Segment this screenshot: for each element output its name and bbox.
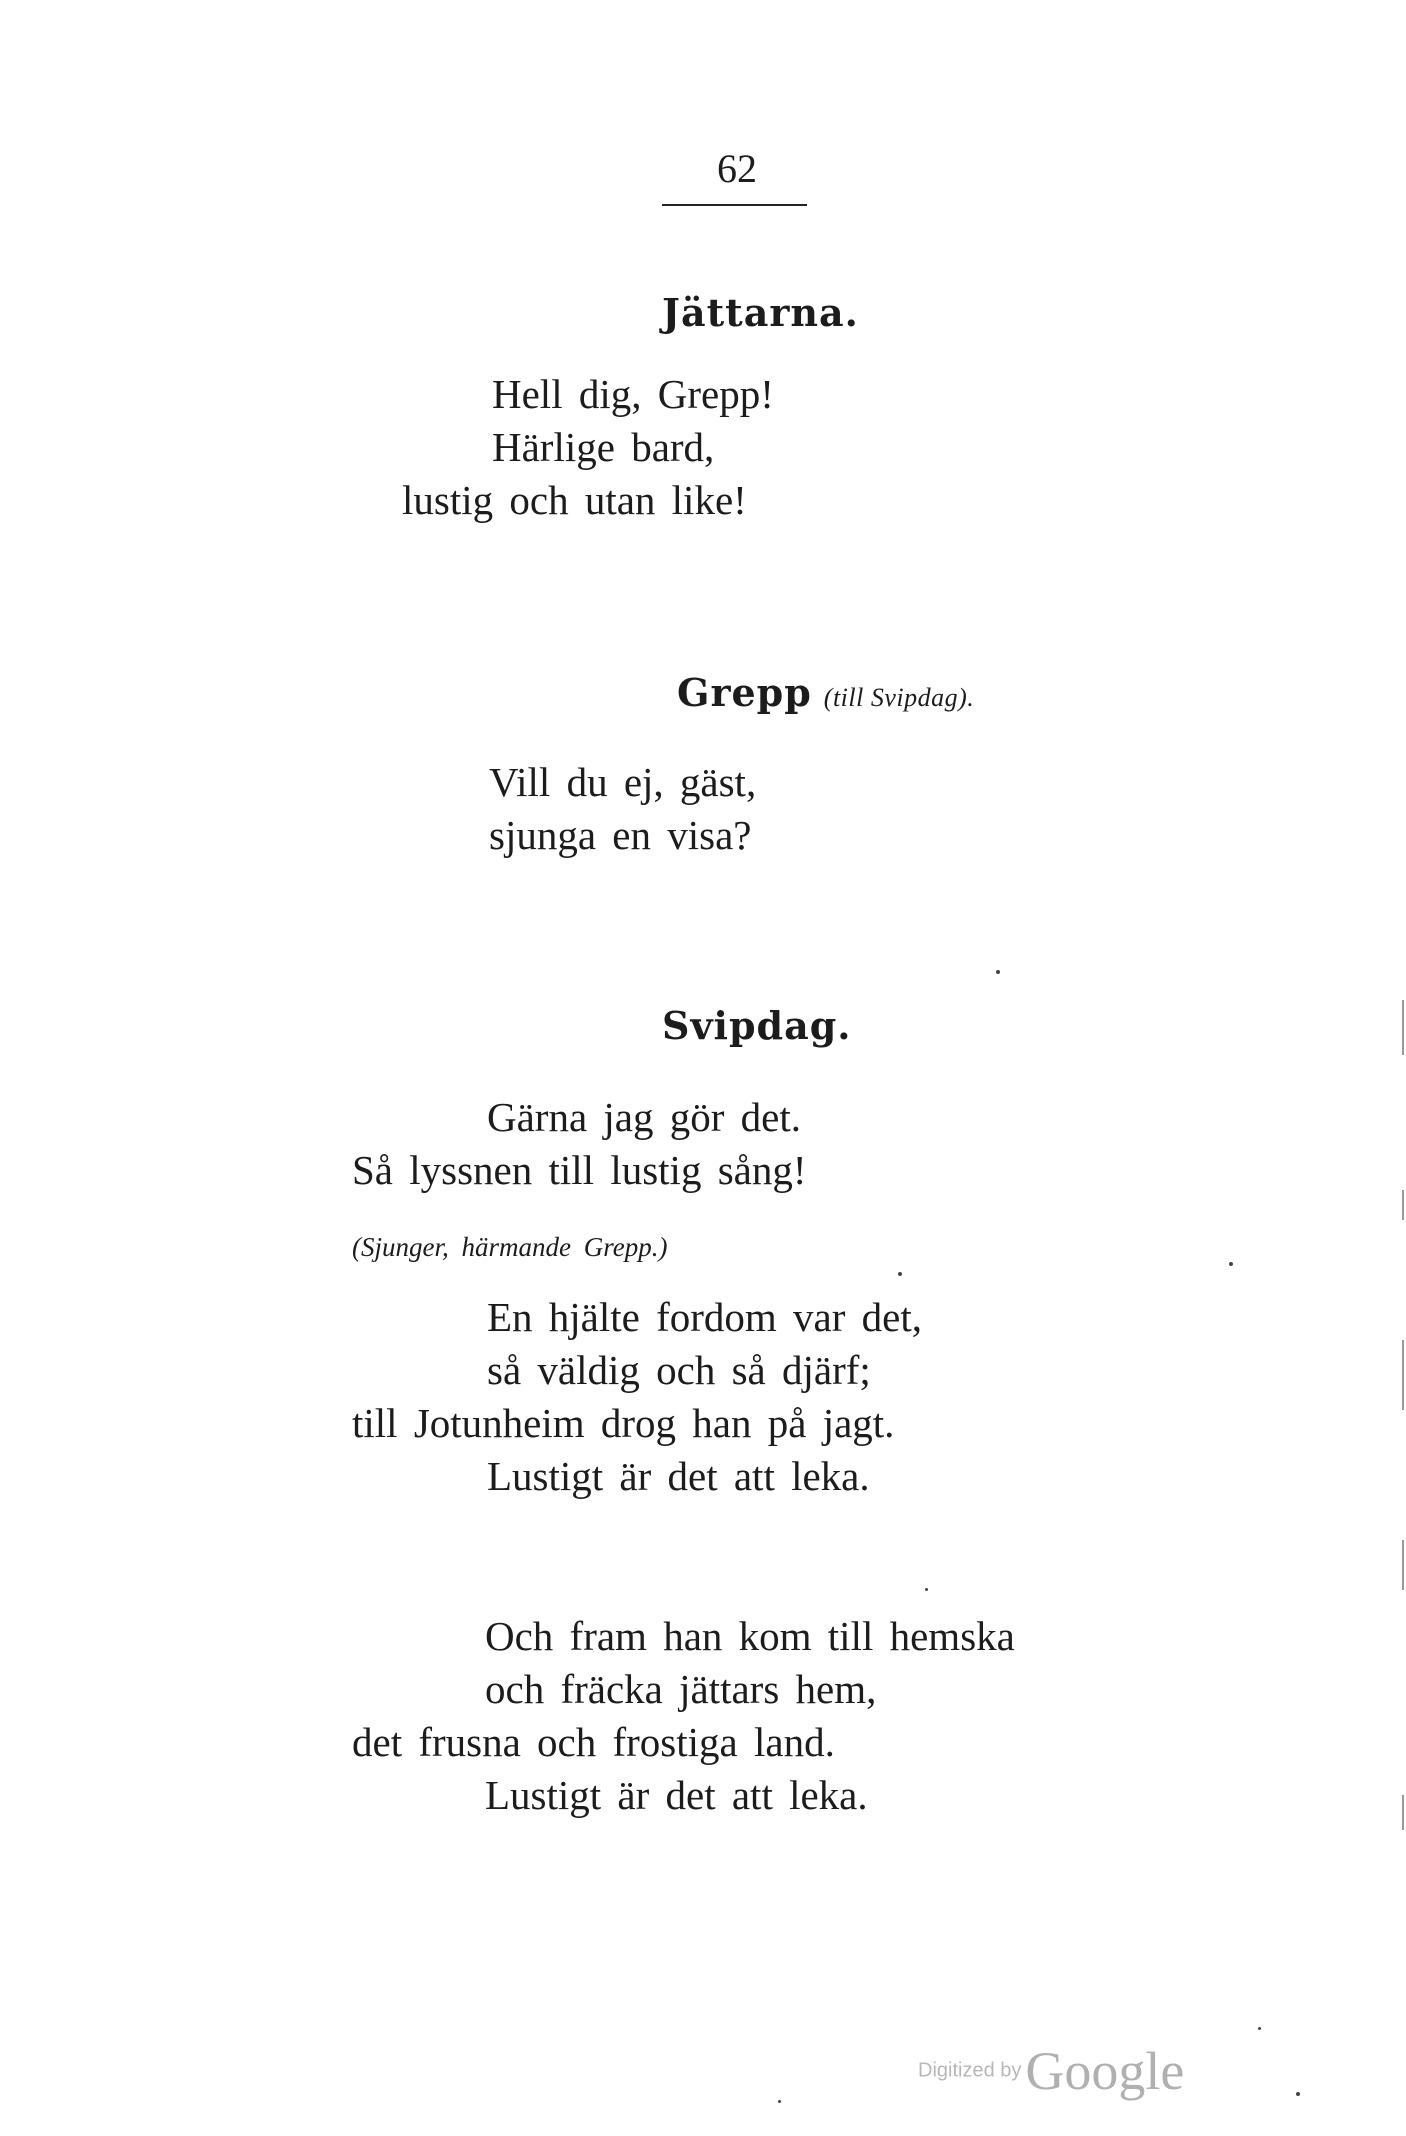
verse-line: lustig och utan like! bbox=[402, 477, 747, 523]
verse-line: sjunga en visa? bbox=[489, 812, 752, 858]
verse-line: så väldig och så djärf; bbox=[487, 1347, 871, 1393]
verse-line: Vill du ej, gäst, bbox=[489, 759, 757, 805]
stage-direction-grepp: (till Svipdag). bbox=[823, 683, 975, 712]
verse-line: Lustigt är det att leka. bbox=[487, 1453, 870, 1499]
verse-line: Lustigt är det att leka. bbox=[485, 1772, 868, 1818]
scan-speck bbox=[1258, 2027, 1261, 2030]
scan-speck bbox=[1229, 1262, 1233, 1266]
scan-speck bbox=[898, 1272, 902, 1276]
scan-edge-mark bbox=[1402, 1190, 1404, 1220]
page-number-rule bbox=[662, 204, 807, 206]
verse-line: och fräcka jättars hem, bbox=[485, 1666, 877, 1712]
verse-line: Så lyssnen till lustig sång! bbox=[352, 1147, 807, 1193]
verse-line: Hell dig, Grepp! bbox=[492, 371, 774, 417]
verse-line: Gärna jag gör det. bbox=[487, 1094, 801, 1140]
verse-line: Härlige bard, bbox=[492, 424, 715, 470]
verse-line: det frusna och frostiga land. bbox=[352, 1719, 835, 1765]
scan-edge-mark bbox=[1402, 1000, 1404, 1055]
verse-line: Och fram han kom till hemska bbox=[485, 1613, 1015, 1659]
speaker-svipdag: Svipdag. bbox=[662, 1003, 852, 1048]
scan-speck bbox=[778, 2100, 781, 2103]
scan-speck bbox=[925, 1588, 928, 1591]
verse-line: till Jotunheim drog han på jagt. bbox=[352, 1400, 895, 1446]
verse-line: En hjälte fordom var det, bbox=[487, 1294, 923, 1340]
scan-edge-mark bbox=[1402, 1795, 1404, 1830]
scan-edge-mark bbox=[1402, 1340, 1404, 1410]
scan-edge-mark bbox=[1402, 1540, 1404, 1590]
speaker-grepp-name: Grepp bbox=[677, 670, 812, 715]
page-number: 62 bbox=[717, 146, 757, 191]
watermark-prefix: Digitized by bbox=[918, 2059, 1022, 2082]
speaker-jattarna: Jättarna. bbox=[662, 290, 859, 335]
stage-direction: (Sjunger, härmande Grepp.) bbox=[352, 1232, 668, 1262]
google-logo: Google bbox=[1025, 2041, 1185, 2101]
scan-speck bbox=[1296, 2092, 1300, 2096]
digitized-watermark bbox=[918, 2040, 1184, 2102]
speaker-grepp bbox=[677, 670, 974, 715]
scan-speck bbox=[996, 970, 1000, 974]
